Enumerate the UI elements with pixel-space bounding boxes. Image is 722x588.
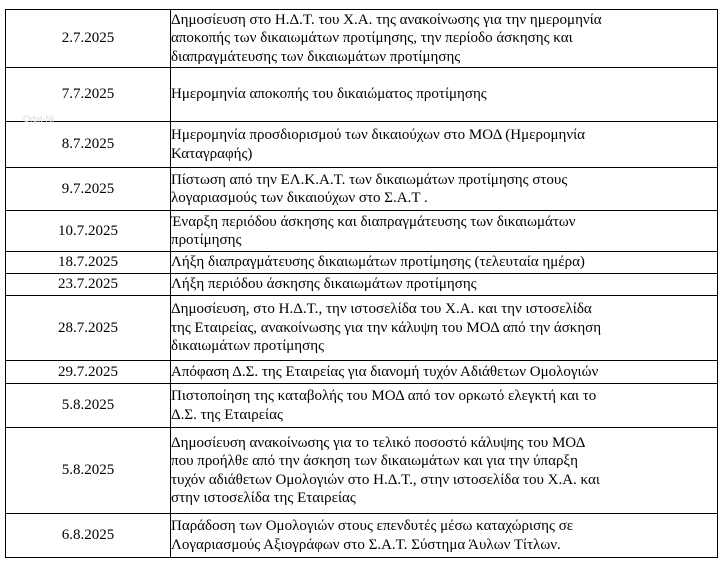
table-row bbox=[6, 296, 718, 361]
table-row bbox=[6, 514, 718, 558]
description-cell: Απόφαση Δ.Σ. της Εταιρείας για διανομή τυχόν Αδιάθετων Ομολογιών bbox=[171, 361, 718, 384]
table-row bbox=[6, 252, 718, 274]
date-cell: 18.7.2025 bbox=[6, 252, 171, 274]
date-cell: 29.7.2025 bbox=[6, 361, 171, 384]
table-row bbox=[6, 384, 718, 428]
watermark: Orbit-Ni bbox=[23, 114, 54, 124]
table-row bbox=[6, 361, 718, 384]
table-row bbox=[6, 68, 718, 122]
description-cell: Πίστωση από την ΕΛ.Κ.Α.Τ. των δικαιωμάτων προτίμησης στους λογαριασμούς των δικαιούχων στο Σ.Α.Τ . bbox=[171, 168, 718, 211]
description-cell: Ημερομηνία προσδιορισμού των δικαιούχων στο ΜΟΔ (Ημερομηνία Καταγραφής) bbox=[171, 122, 718, 168]
description-cell: Λήξη διαπραγμάτευσης δικαιωμάτων προτίμησης (τελευταία ημέρα) bbox=[171, 252, 718, 274]
date-cell: 28.7.2025 bbox=[6, 296, 171, 361]
date-cell: 23.7.2025 bbox=[6, 274, 171, 296]
date-cell: 6.8.2025 bbox=[6, 514, 171, 558]
date-cell: 5.8.2025 bbox=[6, 384, 171, 428]
table-row bbox=[6, 168, 718, 211]
table-row bbox=[6, 428, 718, 514]
description-cell: Δημοσίευση, στο Η.Δ.Τ., την ιστοσελίδα του Χ.Α. και την ιστοσελίδα της Εταιρείας, ανακοίνωσης για την κάλυψη του ΜΟΔ από την άσκηση δικαιωμάτων προτίμησης bbox=[171, 296, 718, 361]
date-cell: 7.7.2025 bbox=[6, 68, 171, 122]
date-cell: 2.7.2025 bbox=[6, 10, 171, 68]
table-row bbox=[6, 122, 718, 168]
date-cell: 10.7.2025 bbox=[6, 211, 171, 252]
date-cell: 9.7.2025 bbox=[6, 168, 171, 211]
description-cell: Πιστοποίηση της καταβολής του ΜΟΔ από τον ορκωτό ελεγκτή και το Δ.Σ. της Εταιρείας bbox=[171, 384, 718, 428]
timetable bbox=[5, 9, 718, 558]
date-cell: 5.8.2025 bbox=[6, 428, 171, 514]
date-cell: 8.7.2025 bbox=[6, 122, 171, 168]
description-cell: Έναρξη περιόδου άσκησης και διαπραγμάτευσης των δικαιωμάτων προτίμησης bbox=[171, 211, 718, 252]
description-cell: Λήξη περιόδου άσκησης δικαιωμάτων προτίμησης bbox=[171, 274, 718, 296]
table-row bbox=[6, 10, 718, 68]
description-cell: Παράδοση των Ομολογιών στους επενδυτές μέσω καταχώρισης σε Λογαριασμούς Αξιογράφων στο Σ.Α.Τ. Σύστημα Άυλων Τίτλων. bbox=[171, 514, 718, 558]
description-cell: Δημοσίευση ανακοίνωσης για το τελικό ποσοστό κάλυψης του ΜΟΔ που προήλθε από την άσκηση των δικαιωμάτων και για την ύπαρξη τυχόν αδιάθετων Ομολογιών στο Η.Δ.Τ., στην ιστοσελίδα του Χ.Α. και στην ιστοσελίδα της Εταιρείας bbox=[171, 428, 718, 514]
description-cell: Δημοσίευση στο Η.Δ.Τ. του Χ.Α. της ανακοίνωσης για την ημερομηνία αποκοπής των δικαιωμάτων προτίμησης, την περίοδο άσκησης και διαπραγμάτευσης των δικαιωμάτων προτίμησης bbox=[171, 10, 718, 68]
table-row bbox=[6, 274, 718, 296]
table-row bbox=[6, 211, 718, 252]
description-cell: Ημερομηνία αποκοπής του δικαιώματος προτίμησης bbox=[171, 68, 718, 122]
